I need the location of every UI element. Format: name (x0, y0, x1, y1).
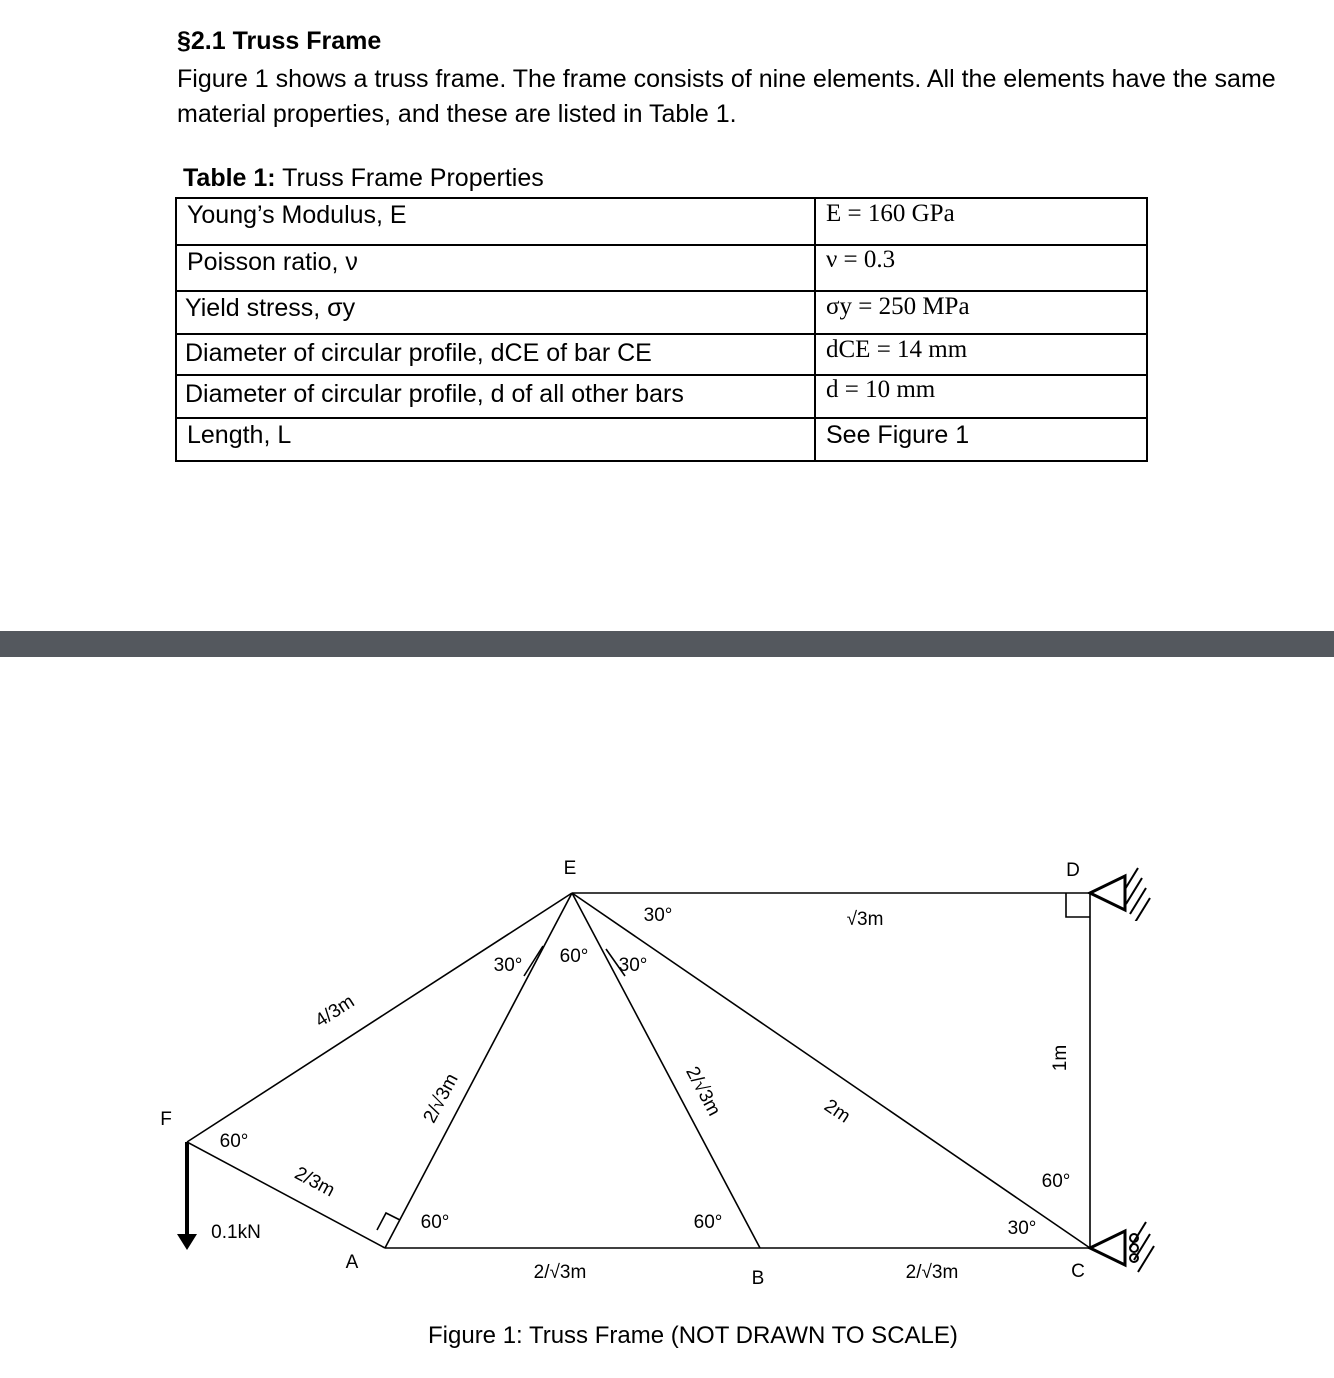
row-value (815, 198, 1147, 245)
angle-c-top: 60° (1041, 1171, 1071, 1192)
length-value: See Figure 1 (826, 421, 970, 449)
length-ec: 2m (820, 1095, 854, 1128)
support-c (1090, 1222, 1154, 1272)
section-title: §2.1 Truss Frame (177, 27, 382, 55)
page-divider (0, 631, 1334, 657)
node-b-label: B (751, 1268, 765, 1289)
poisson-ratio-value: ν = 0.3 (826, 246, 896, 273)
table-row (176, 418, 1147, 461)
diameter-ce-label: Diameter of circular profile, dCE of bar CE (185, 339, 652, 367)
row-label (176, 198, 815, 245)
node-f-label: F (160, 1109, 172, 1130)
intro-paragraph: Figure 1 shows a truss frame. The frame consists of nine elements. All the elements have the same material properties, and these are listed in Table 1. (177, 65, 1276, 128)
table-caption (183, 164, 544, 193)
table-row (176, 375, 1147, 418)
load-arrow (177, 1142, 197, 1250)
angle-tick-left (524, 946, 543, 976)
length-eb: 2/√3m (681, 1063, 725, 1120)
table-row (176, 198, 1147, 245)
roller-triangle-c (1090, 1231, 1125, 1265)
length-label: Length, L (187, 421, 292, 449)
row-value (815, 245, 1147, 291)
angle-e-mid: 60° (559, 946, 589, 967)
length-ed: √3m (846, 909, 884, 930)
row-value (815, 334, 1147, 375)
row-value (815, 418, 1147, 461)
row-value (815, 291, 1147, 334)
row-label (176, 418, 815, 461)
load-label: 0.1kN (211, 1222, 261, 1243)
length-ae: 2/√3m (419, 1070, 463, 1127)
row-value (815, 375, 1147, 418)
table-caption-text: Truss Frame Properties (275, 164, 544, 192)
angle-b: 60° (693, 1212, 723, 1233)
youngs-modulus-label: Young’s Modulus, E (187, 201, 407, 229)
yield-stress-value: σy = 250 MPa (826, 293, 970, 320)
truss-figure (0, 657, 1334, 1378)
row-label (176, 245, 815, 291)
length-fa: 2/3m (291, 1162, 339, 1202)
table-row (176, 334, 1147, 375)
youngs-modulus-value: E = 160 GPa (826, 200, 955, 227)
row-label (176, 375, 815, 418)
diameter-other-value: d = 10 mm (826, 376, 936, 403)
length-ab: 2/√3m (533, 1262, 587, 1283)
yield-stress-label: Yield stress, σy (185, 294, 356, 322)
member-ae (385, 893, 572, 1248)
diameter-ce-value: dCE = 14 mm (826, 336, 968, 363)
angle-f: 60° (219, 1131, 249, 1152)
node-a-label: A (345, 1252, 359, 1273)
poisson-ratio-label: Poisson ratio, ν (187, 248, 358, 276)
properties-table (175, 197, 1148, 462)
row-label (176, 291, 815, 334)
figure-caption: Figure 1: Truss Frame (NOT DRAWN TO SCALE) (428, 1322, 958, 1349)
angle-c-bottom: 30° (1007, 1218, 1037, 1239)
table-row (176, 291, 1147, 334)
arrow-down-icon (177, 1234, 197, 1250)
table-row (176, 245, 1147, 291)
angle-e-top: 30° (643, 905, 673, 926)
member-ec (572, 893, 1090, 1248)
length-dc: 1m (1050, 1044, 1071, 1072)
table-caption-label: Table 1: (183, 164, 276, 192)
right-angle-d (1066, 893, 1090, 917)
node-c-label: C (1071, 1261, 1085, 1282)
row-label (176, 334, 815, 375)
member-fe (187, 893, 572, 1142)
angle-e-left: 30° (493, 955, 523, 976)
angle-e-right: 30° (618, 955, 648, 976)
diameter-other-label: Diameter of circular profile, d of all other bars (185, 380, 684, 408)
node-d-label: D (1066, 860, 1080, 881)
pin-triangle-d (1090, 876, 1125, 910)
node-e-label: E (563, 858, 577, 879)
length-fe: 4/3m (311, 991, 359, 1032)
angle-a: 60° (420, 1212, 450, 1233)
support-d (1090, 868, 1150, 924)
member-eb (572, 893, 760, 1248)
length-bc: 2/√3m (905, 1262, 959, 1283)
